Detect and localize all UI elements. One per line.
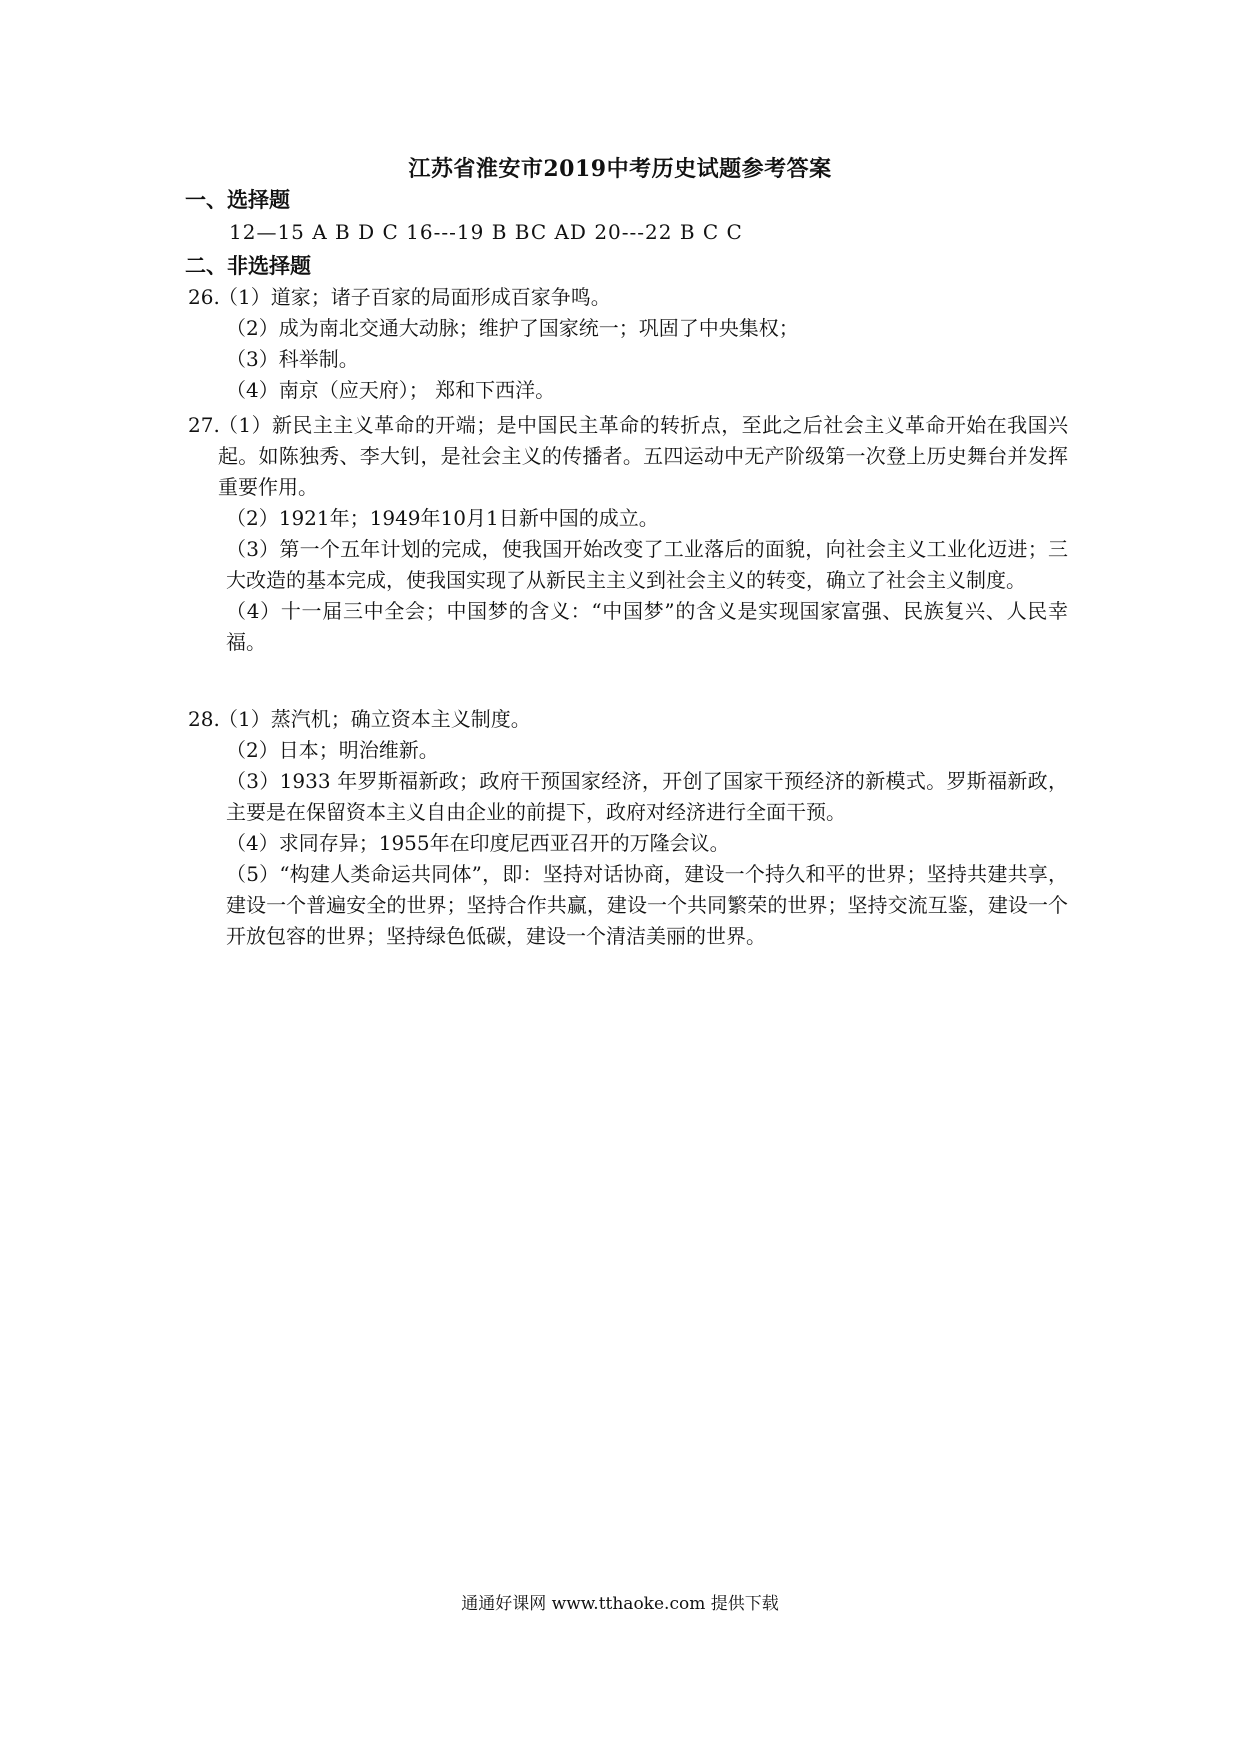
- page-title: 江苏省淮安市2019中考历史试题参考答案: [408, 156, 832, 182]
- answer-part: （4）南京（应天府）； 郑和下西洋。: [226, 378, 556, 402]
- question-number: 26.: [188, 285, 220, 309]
- answer-part: （2）1921年；1949年10月1日新中国的成立。: [226, 506, 659, 530]
- section-heading-nonchoice: 二、非选择题: [185, 253, 311, 278]
- answer-part: （1）蒸汽机；确立资本主义制度。: [218, 707, 531, 731]
- question-number: 28.: [188, 707, 220, 731]
- answer-part: （4）求同存异；1955年在印度尼西亚召开的万隆会议。: [226, 831, 730, 855]
- question-26: [188, 282, 1068, 406]
- question-number: 27.: [188, 413, 220, 437]
- answer-part: （5）“构建人类命运共同体”，即：坚持对话协商，建设一个持久和平的世界；坚持共建共享，建设一个普遍安全的世界；坚持合作共赢，建设一个共同繁荣的世界；坚持交流互鉴，建设一个开放包容的世界；坚持绿色低碳，建设一个清洁美丽的世界。: [226, 862, 1068, 948]
- footer-credit: 通通好课网 www.tthaoke.com 提供下载: [461, 1594, 779, 1614]
- answer-part: （1）新民主主义革命的开端；是中国民主革命的转折点，至此之后社会主义革命开始在我国兴起。如陈独秀、李大钊，是社会主义的传播者。五四运动中无产阶级第一次登上历史舞台并发挥重要作用。: [218, 413, 1068, 499]
- answer-part: （3）第一个五年计划的完成，使我国开始改变了工业落后的面貌，向社会主义工业化迈进；三大改造的基本完成，使我国实现了从新民主主义到社会主义的转变，确立了社会主义制度。: [226, 537, 1068, 592]
- answer-part: （2）日本；明治维新。: [226, 738, 439, 762]
- section-heading-choice: 一、选择题: [185, 187, 290, 212]
- question-28: [188, 704, 1068, 952]
- question-27: [188, 410, 1068, 658]
- answer-part: （4）十一届三中全会；中国梦的含义：“中国梦”的含义是实现国家富强、民族复兴、人民幸福。: [226, 599, 1068, 654]
- choice-answers: 12—15 A B D C 16---19 B BC AD 20---22 B C C: [229, 220, 743, 244]
- answer-part: （3）1933 年罗斯福新政；政府干预国家经济，开创了国家干预经济的新模式。罗斯福新政，主要是在保留资本主义自由企业的前提下，政府对经济进行全面干预。: [226, 769, 1068, 824]
- answer-part: （1）道家；诸子百家的局面形成百家争鸣。: [218, 285, 611, 309]
- answer-part: （3）科举制。: [226, 347, 359, 371]
- answer-part: （2）成为南北交通大动脉；维护了国家统一；巩固了中央集权；: [226, 316, 799, 340]
